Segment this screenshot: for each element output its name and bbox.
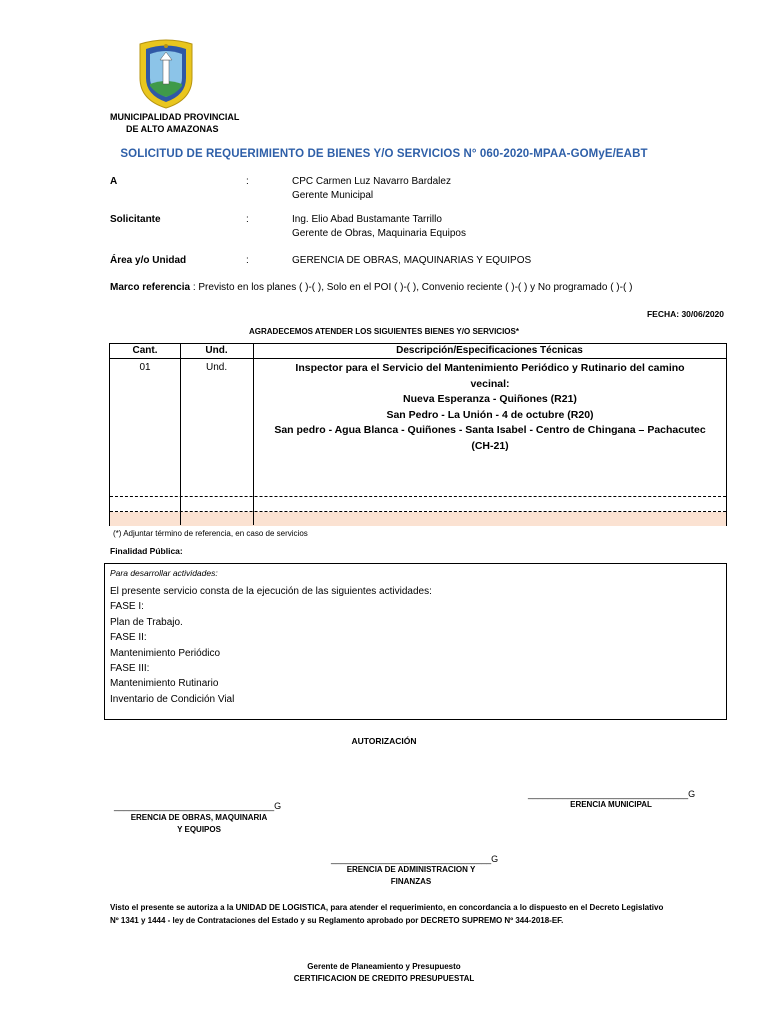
table-dashed-line bbox=[110, 496, 726, 497]
table-dashed-line bbox=[110, 511, 726, 512]
field-solicitante-role: Gerente de Obras, Maquinaria Equipos bbox=[292, 228, 466, 239]
activity-line: Inventario de Condición Vial bbox=[110, 693, 235, 705]
org-name-line2: DE ALTO AMAZONAS bbox=[126, 124, 219, 134]
field-a-colon: : bbox=[246, 176, 249, 187]
signature-admin-line1: ERENCIA DE ADMINISTRACION Y bbox=[346, 865, 476, 874]
desc-line: (CH-21) bbox=[471, 439, 509, 452]
desc-line: vecinal: bbox=[470, 377, 510, 390]
request-intro: AGRADECEMOS ATENDER LOS SIGUIENTES BIENES Y/O SERVICIOS* bbox=[249, 327, 519, 336]
activity-line: Mantenimiento Rutinario bbox=[110, 678, 219, 690]
authorization-heading: AUTORIZACIÓN bbox=[351, 736, 417, 746]
finalidad-label: Finalidad Pública: bbox=[110, 546, 183, 556]
field-area-label: Área y/o Unidad bbox=[110, 255, 187, 266]
signature-municipal-label: ERENCIA MUNICIPAL bbox=[570, 800, 652, 809]
org-name-line1: MUNICIPALIDAD PROVINCIAL bbox=[110, 112, 240, 122]
footer-gerente: Gerente de Planeamiento y Presupuesto bbox=[307, 962, 461, 971]
authorization-line2: Nº 1341 y 1444 - ley de Contrataciones del Estado y su Reglamento aprobado por DECRETO SUPREMO Nº 344-2018-EF. bbox=[110, 916, 564, 925]
signature-obras-line2: Y EQUIPOS bbox=[177, 825, 221, 834]
signature-admin-line2: FINANZAS bbox=[390, 877, 432, 886]
field-area-colon: : bbox=[246, 255, 249, 266]
activities-box bbox=[104, 563, 727, 720]
table-orange-row bbox=[110, 512, 726, 526]
municipality-seal-logo bbox=[136, 38, 196, 110]
row-cant: 01 bbox=[139, 362, 151, 373]
authorization-line1: Visto el presente se autoriza a la UNIDAD DE LOGISTICA, para atender el requerimiento, en concordancia a lo dispuesto en el Decreto Legislativo bbox=[110, 903, 664, 912]
table-divider bbox=[180, 344, 181, 525]
activity-line: Plan de Trabajo. bbox=[110, 616, 183, 628]
desc-line: San pedro - Agua Blanca - Quiñones - Santa Isabel - Centro de Chingana – Pachacutec bbox=[274, 424, 706, 436]
signature-admin-label bbox=[331, 864, 491, 888]
activity-line: FASE I: bbox=[110, 601, 144, 613]
adjuntar-note: (*) Adjuntar término de referencia, en caso de servicios bbox=[113, 529, 308, 538]
col-header-cant: Cant. bbox=[132, 345, 158, 356]
authorization-paragraph bbox=[110, 901, 730, 927]
signature-obras-line1: ERENCIA DE OBRAS, MAQUINARIA bbox=[130, 813, 268, 822]
signature-line-obras: ________________________________G bbox=[114, 801, 282, 811]
field-solicitante-label: Solicitante bbox=[110, 214, 161, 225]
desc-line: San Pedro - La Unión - 4 de octubre (R20) bbox=[386, 408, 594, 421]
row-description bbox=[254, 361, 726, 454]
signature-line-municipal: ________________________________G bbox=[528, 789, 696, 799]
field-a-name: CPC Carmen Luz Navarro Bardalez bbox=[292, 176, 451, 187]
document-title: SOLICITUD DE REQUERIMIENTO DE BIENES Y/O SERVICIOS N° 060-2020-MPAA-GOMyE/EABT bbox=[120, 148, 648, 160]
row-und: Und. bbox=[206, 362, 228, 373]
marco-value: : Previsto en los planes ( )-( ), Solo en el POI ( )-( ), Convenio reciente ( )-( ) y No programado ( )-( ) bbox=[192, 282, 633, 293]
field-a-role: Gerente Municipal bbox=[292, 190, 374, 201]
activity-line: FASE III: bbox=[110, 663, 150, 675]
marco-label: Marco referencia bbox=[110, 282, 191, 293]
activities-list bbox=[110, 584, 432, 707]
field-marco-referencia bbox=[110, 282, 632, 293]
desc-line: Inspector para el Servicio del Mantenimiento Periódico y Rutinario del camino bbox=[295, 362, 685, 374]
requirements-table bbox=[109, 343, 727, 526]
date-text: FECHA: 30/06/2020 bbox=[646, 309, 724, 319]
field-a-label: A bbox=[110, 176, 118, 187]
activity-line: El presente servicio consta de la ejecución de las siguientes actividades: bbox=[110, 586, 432, 597]
activity-line: Mantenimiento Periódico bbox=[110, 647, 221, 659]
field-solicitante-colon: : bbox=[246, 214, 249, 225]
signature-obras-label bbox=[114, 812, 284, 836]
activity-line: FASE II: bbox=[110, 632, 147, 644]
table-header-border bbox=[110, 358, 726, 359]
col-header-desc: Descripción/Especificaciones Técnicas bbox=[396, 345, 583, 356]
activities-label: Para desarrollar actividades: bbox=[110, 568, 218, 578]
col-header-und: Und. bbox=[205, 345, 228, 356]
field-solicitante-name: Ing. Elio Abad Bustamante Tarrillo bbox=[292, 214, 442, 225]
desc-line: Nueva Esperanza - Quiñones (R21) bbox=[403, 393, 577, 405]
footer-certificacion: CERTIFICACION DE CREDITO PRESUPUESTAL bbox=[293, 974, 475, 983]
signature-line-admin: ________________________________G bbox=[331, 854, 499, 864]
field-area-value: GERENCIA DE OBRAS, MAQUINARIAS Y EQUIPOS bbox=[292, 255, 532, 266]
